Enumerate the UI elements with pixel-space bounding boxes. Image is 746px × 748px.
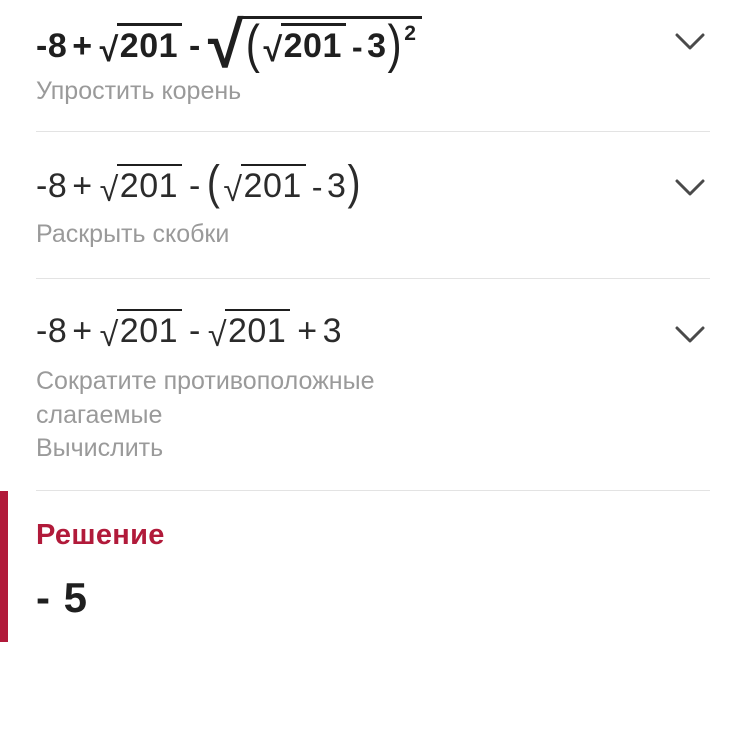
step-1-hint: Упростить корень <box>36 77 242 106</box>
minus-sign: - <box>36 166 48 205</box>
left-paren: ( <box>206 157 221 210</box>
right-paren: ) <box>387 16 403 75</box>
step-2-hint: Раскрыть скобки <box>36 220 230 249</box>
chevron-down-icon[interactable] <box>670 22 710 62</box>
sqrt-201 <box>99 23 182 70</box>
radical-icon: √ <box>99 31 119 70</box>
left-paren: ( <box>245 16 261 75</box>
sqrt-201-second <box>207 309 290 355</box>
step-1-expression <box>36 8 424 81</box>
plus-sign: + <box>72 166 93 205</box>
solution-value: - 5 <box>36 574 89 622</box>
radicand-201-second: 201 <box>225 309 290 350</box>
radical-icon-large: √ <box>207 8 244 81</box>
chevron-down-icon[interactable] <box>670 315 710 355</box>
radical-icon-2: √ <box>207 316 228 355</box>
sqrt-outer-group <box>207 8 423 81</box>
step-item-2[interactable] <box>0 132 746 278</box>
right-paren: ) <box>347 157 361 210</box>
radical-icon-inner: √ <box>263 31 283 70</box>
solution-accent-bar <box>0 491 8 642</box>
step-item-3[interactable] <box>0 279 746 490</box>
operand-8: 8 <box>47 166 68 205</box>
step-3-hint-line-2: слагаемые <box>36 400 163 429</box>
sqrt-201 <box>99 164 182 210</box>
radicand-201: 201 <box>117 309 182 350</box>
chevron-down-icon[interactable] <box>670 168 710 208</box>
minus-sign-2: - <box>189 27 201 65</box>
minus-sign: - <box>36 27 48 65</box>
operand-3: 3 <box>322 311 343 350</box>
minus-sign: - <box>36 311 48 350</box>
step-3-row <box>36 309 710 355</box>
operand-8: 8 <box>47 311 68 350</box>
minus-sign-2: - <box>189 166 201 205</box>
minus-sign-3: - <box>311 168 324 205</box>
operand-3: 3 <box>327 166 347 205</box>
radical-icon-inner: √ <box>223 171 243 210</box>
radicand-201: 201 <box>117 164 182 205</box>
plus-sign: + <box>72 27 93 65</box>
step-3-expression <box>36 309 343 355</box>
step-3-hint-line-1: Сократите противоположные <box>36 366 375 395</box>
radicand-group <box>241 16 423 75</box>
radicand-201: 201 <box>117 23 182 65</box>
exponent-2: 2 <box>404 22 417 45</box>
step-2-expression <box>36 157 362 210</box>
sqrt-201-inner <box>223 164 305 210</box>
step-1-row <box>36 8 710 81</box>
radicand-201-inner: 201 <box>281 23 346 65</box>
plus-sign: + <box>72 311 93 350</box>
step-3-hint-line-3: Вычислить <box>36 434 164 463</box>
operand-3: 3 <box>367 27 387 65</box>
solution-section <box>0 491 746 642</box>
plus-sign-2: + <box>297 311 318 350</box>
minus-sign-3: - <box>351 28 364 65</box>
step-3-hint <box>36 365 596 466</box>
sqrt-201-inner <box>263 23 345 70</box>
radical-icon: √ <box>99 316 119 355</box>
operand-8: 8 <box>47 27 68 65</box>
radicand-201-inner: 201 <box>241 164 306 205</box>
step-2-row <box>36 157 710 210</box>
solution-title: Решение <box>36 519 165 552</box>
minus-sign-2: - <box>189 311 201 350</box>
sqrt-201 <box>99 309 182 355</box>
step-item-1[interactable] <box>0 0 746 131</box>
radical-icon: √ <box>99 171 119 210</box>
